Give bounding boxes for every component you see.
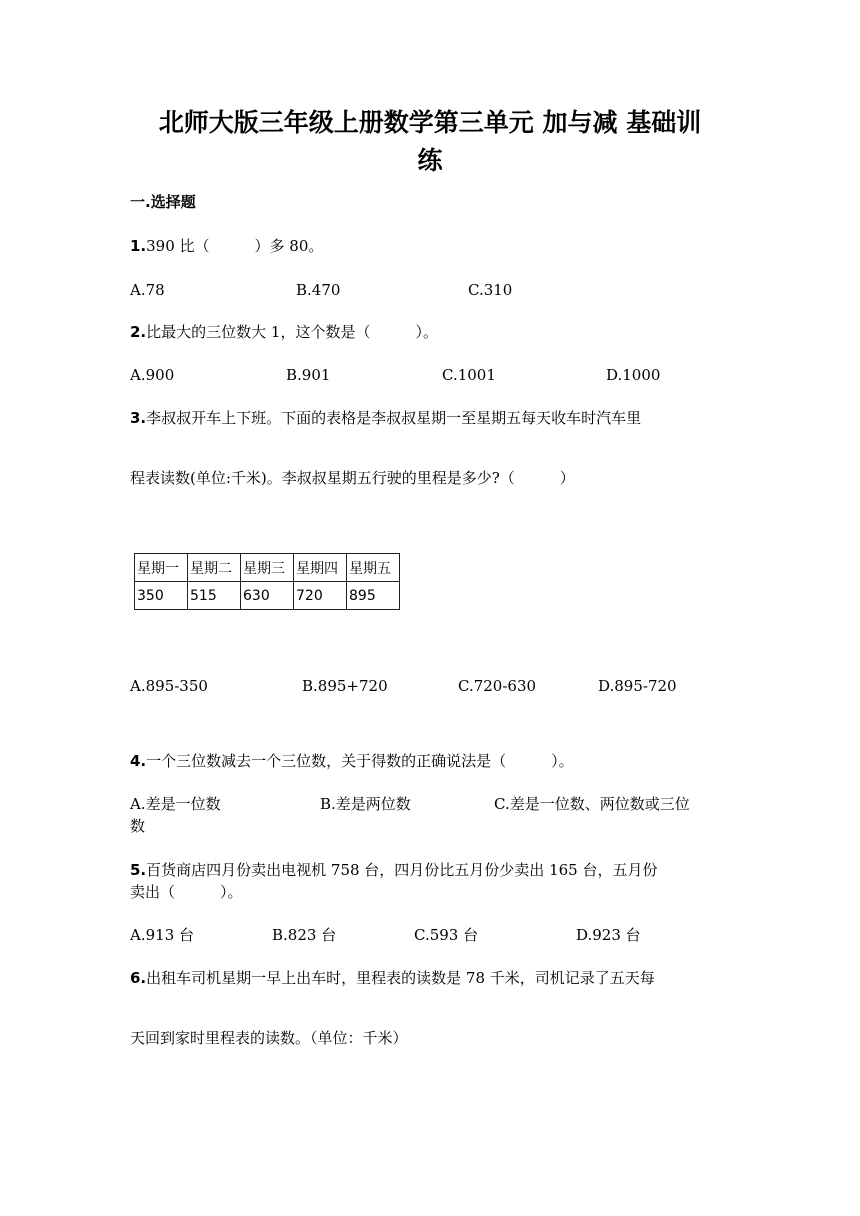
table-header-row — [135, 554, 400, 582]
option-a: A.913 台 — [130, 926, 194, 944]
question-number: 6. — [130, 969, 147, 987]
option-d: D.1000 — [606, 366, 661, 384]
question-text-line-1: 出租车司机星期一早上出车时，里程表的读数是 78 千米，司机记录了五天每 — [146, 969, 655, 987]
table-cell: 515 — [188, 582, 241, 610]
option-c: C.310 — [468, 281, 513, 299]
table-header-cell: 星期五 — [347, 554, 400, 582]
option-b: B.895+720 — [302, 677, 388, 695]
question-text-line-2: 程表读数(单位:千米)。李叔叔星期五行驶的里程是多少?（ ） — [130, 469, 575, 487]
title-line-2: 练 — [417, 146, 443, 175]
table-row — [135, 582, 400, 610]
table-header-cell: 星期二 — [188, 554, 241, 582]
question-6 — [130, 968, 655, 988]
table-header-cell: 星期三 — [241, 554, 294, 582]
option-d: D.895-720 — [598, 677, 677, 695]
question-5 — [130, 860, 657, 880]
question-number: 2. — [130, 323, 147, 341]
option-c: C.720-630 — [458, 677, 537, 695]
table-cell: 720 — [294, 582, 347, 610]
question-text: 390 比（ ）多 80。 — [146, 237, 324, 255]
question-text-line-2: 天回到家时里程表的读数。（单位：千米） — [130, 1029, 408, 1047]
table-cell: 630 — [241, 582, 294, 610]
option-b: B.823 台 — [272, 926, 337, 944]
option-c: C.差是一位数、两位数或三位 — [494, 795, 690, 813]
question-3 — [130, 408, 641, 428]
question-number: 1. — [130, 237, 147, 255]
option-c: C.1001 — [442, 366, 496, 384]
option-a: A.78 — [130, 281, 165, 299]
table-header-cell: 星期四 — [294, 554, 347, 582]
section-heading: 一.选择题 — [130, 193, 196, 211]
page-title — [120, 104, 740, 180]
table-header-cell: 星期一 — [135, 554, 188, 582]
question-number: 5. — [130, 861, 147, 879]
question-text-line-1: 百货商店四月份卖出电视机 758 台，四月份比五月份少卖出 165 台，五月份 — [146, 861, 658, 879]
option-d: D.923 台 — [576, 926, 641, 944]
question-text: 一个三位数减去一个三位数，关于得数的正确说法是（ ）。 — [146, 752, 574, 770]
question-text-line-2: 卖出（ ）。 — [130, 883, 243, 901]
odometer-table — [134, 553, 400, 610]
question-number: 4. — [130, 752, 147, 770]
option-c: C.593 台 — [414, 926, 479, 944]
option-a: A.差是一位数 — [130, 795, 221, 813]
question-1 — [130, 236, 323, 256]
question-number: 3. — [130, 409, 147, 427]
table-cell: 350 — [135, 582, 188, 610]
question-text: 比最大的三位数大 1，这个数是（ ）。 — [146, 323, 438, 341]
question-2 — [130, 322, 438, 342]
option-c-wrap: 数 — [130, 817, 146, 835]
title-line-1: 北师大版三年级上册数学第三单元 加与减 基础训 — [158, 108, 702, 137]
option-b: B.470 — [296, 281, 341, 299]
question-4 — [130, 751, 574, 771]
option-a: A.900 — [130, 366, 175, 384]
option-b: B.差是两位数 — [320, 795, 411, 813]
table-cell: 895 — [347, 582, 400, 610]
question-text-line-1: 李叔叔开车上下班。下面的表格是李叔叔星期一至星期五每天收车时汽车里 — [146, 409, 642, 427]
option-b: B.901 — [286, 366, 331, 384]
option-a: A.895-350 — [130, 677, 208, 695]
